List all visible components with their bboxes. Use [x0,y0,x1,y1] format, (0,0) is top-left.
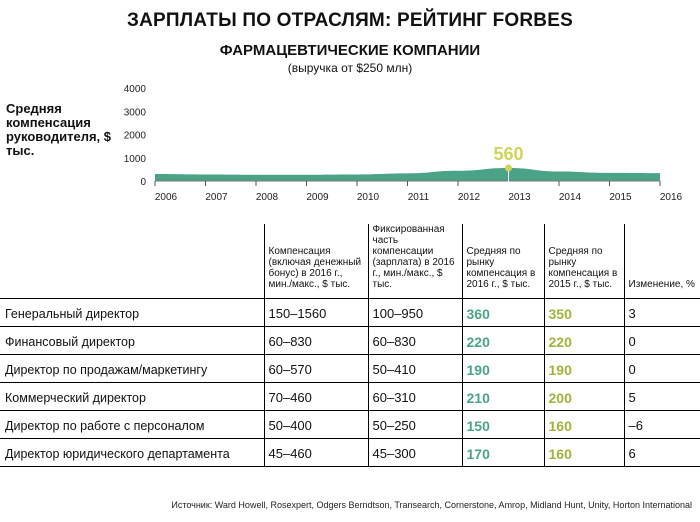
change-cell: –6 [624,411,700,439]
fixed-part-cell: 60–830 [368,327,462,355]
table-row [0,299,700,327]
page-title: ЗАРПЛАТЫ ПО ОТРАСЛЯМ: РЕЙТИНГ FORBES [127,10,573,31]
x-tick-label: 2014 [558,192,582,203]
salary-table [0,224,700,467]
y-axis-label: Средняя компенсация руководителя, $ тыс. [6,101,112,158]
header-fixed-part: Фиксированная часть компенсации (зарплата) в 2016 г., мин./макс., $ тыс. [368,224,462,299]
x-tick-label: 2016 [659,192,683,203]
compensation-cell: 50–400 [264,411,368,439]
x-tick-label: 2015 [609,192,632,203]
table-row [0,327,700,355]
position-name: Генеральный директор [0,299,264,327]
header-avg-2015: Средняя по рынку компенсация в 2015 г., $ тыс. [544,224,624,299]
avg-2016-cell: 210 [462,383,544,411]
annotation-marker [505,164,512,171]
position-name: Коммерческий директор [0,383,264,411]
fixed-part-cell: 50–250 [368,411,462,439]
annotation-label: 560 [493,143,524,164]
area-chart [0,78,700,208]
compensation-cell: 70–460 [264,383,368,411]
compensation-cell: 150–1560 [264,299,368,327]
x-tick-label: 2011 [407,192,430,203]
x-tick-label: 2009 [306,192,329,203]
source-note: Источник: Ward Howell, Rosexpert, Odgers Berndtson, Transearch, Cornerstone, Amrop, Midland Hunt, Unity, Horton International [171,500,692,510]
change-cell: 0 [624,327,700,355]
avg-2015-cell: 160 [544,439,624,467]
change-cell: 5 [624,383,700,411]
fixed-part-cell: 45–300 [368,439,462,467]
avg-2015-cell: 200 [544,383,624,411]
x-tick-label: 2012 [457,192,481,203]
y-tick-label: 0 [140,177,146,188]
chart-subnote: (выручка от $250 млн) [287,61,413,75]
y-tick-label: 2000 [123,130,146,142]
avg-2015-cell: 220 [544,327,624,355]
change-cell: 0 [624,355,700,383]
avg-2016-cell: 190 [462,355,544,383]
avg-2016-cell: 170 [462,439,544,467]
table-header-row [0,224,700,299]
table-row [0,411,700,439]
position-name: Директор по продажам/маркетингу [0,355,264,383]
position-name: Директор по работе с персоналом [0,411,264,439]
compensation-cell: 60–570 [264,355,368,383]
chart-subtitle: ФАРМАЦЕВТИЧЕСКИЕ КОМПАНИИ [219,42,481,59]
y-tick-label: 1000 [123,153,146,165]
position-name: Финансовый директор [0,327,264,355]
y-tick-label: 4000 [123,84,146,95]
compensation-cell: 45–460 [264,439,368,467]
x-tick-label: 2013 [508,192,531,203]
x-tick-label: 2006 [154,192,178,203]
compensation-cell: 60–830 [264,327,368,355]
header-compensation: Компенсация (включая денежный бонус) в 2016 г., мин./макс., $ тыс. [264,224,368,299]
avg-2016-cell: 220 [462,327,544,355]
x-tick-label: 2010 [356,192,380,203]
header-position [0,224,264,299]
area-series [155,168,660,181]
avg-2015-cell: 160 [544,411,624,439]
avg-2016-cell: 150 [462,411,544,439]
avg-2015-cell: 350 [544,299,624,327]
avg-2015-cell: 190 [544,355,624,383]
table-row [0,383,700,411]
table-row [0,355,700,383]
table-row [0,439,700,467]
position-name: Директор юридического департамента [0,439,264,467]
y-tick-label: 3000 [123,107,146,119]
header-avg-2016: Средняя по рынку компенсация в 2016 г., $ тыс. [462,224,544,299]
avg-2016-cell: 360 [462,299,544,327]
fixed-part-cell: 50–410 [368,355,462,383]
change-cell: 6 [624,439,700,467]
x-tick-label: 2007 [205,192,228,203]
header-change: Изменение, % [624,224,700,299]
fixed-part-cell: 60–310 [368,383,462,411]
fixed-part-cell: 100–950 [368,299,462,327]
x-tick-label: 2008 [255,192,279,203]
change-cell: 3 [624,299,700,327]
